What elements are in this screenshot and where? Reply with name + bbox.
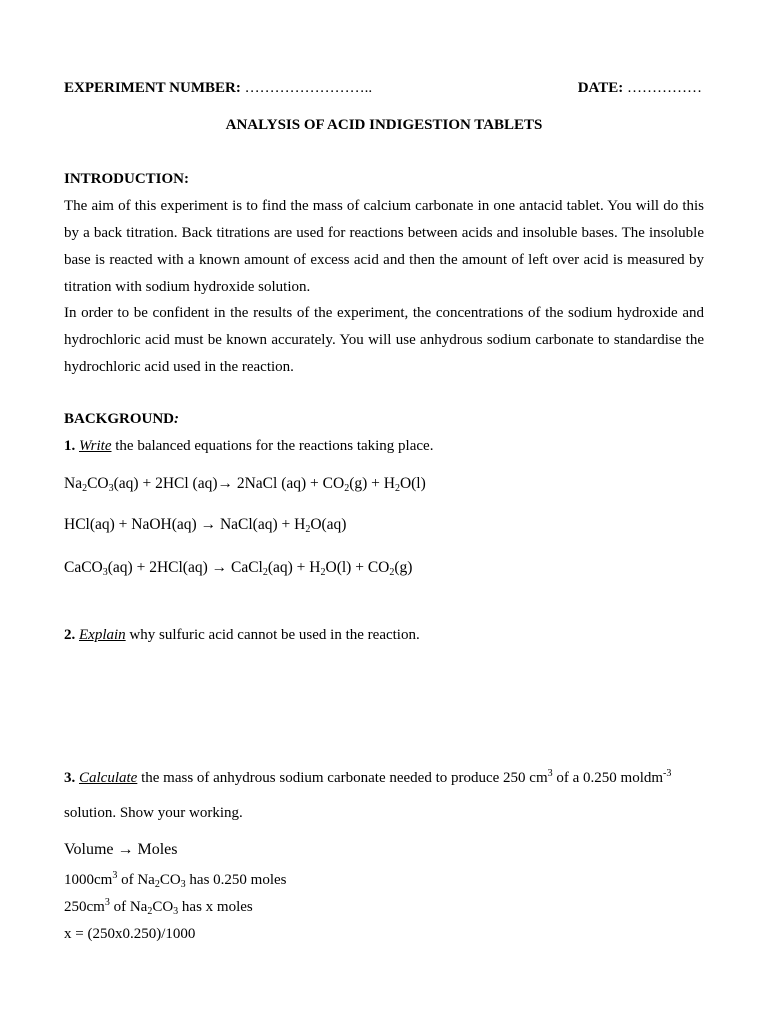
- question-3: [64, 770, 671, 787]
- question-number: 2.: [64, 627, 76, 643]
- eq-part: (aq) + H: [267, 559, 321, 576]
- working-part: 1000cm: [64, 872, 113, 888]
- subscript: 3: [173, 906, 179, 917]
- question-3-line-2: solution. Show your working.: [64, 805, 243, 821]
- worksheet-page: [64, 0, 704, 1024]
- working-part: CO: [159, 872, 181, 888]
- superscript: 3: [104, 897, 110, 908]
- eq-part: HCl(aq) + NaOH(aq) → NaCl(aq) + H: [64, 516, 306, 533]
- paragraph-line: In order to be confident in the results of the experiment, the concentrations of the sodium hydroxide and: [64, 305, 704, 321]
- background-heading-colon: :: [174, 411, 180, 427]
- paragraph-line: by a back titration. Back titrations are used for reactions between acids and insoluble bases. The insoluble: [64, 225, 704, 241]
- subscript: 2: [147, 906, 153, 917]
- working-part: CO: [152, 899, 174, 915]
- working-part: of Na: [109, 899, 148, 915]
- introduction-paragraph-1: [64, 193, 704, 301]
- eq-subscript: 3: [108, 483, 114, 494]
- working-line-1000cm3: [64, 872, 287, 889]
- question-number: 1.: [64, 438, 76, 454]
- eq-subscript: 2: [305, 524, 311, 535]
- paragraph-line: hydrochloric acid used in the reaction.: [64, 359, 294, 375]
- experiment-number-label: EXPERIMENT NUMBER:: [64, 80, 241, 96]
- question-text: the balanced equations for the reactions taking place.: [111, 438, 434, 454]
- paragraph-line: hydrochloric acid must be known accurately. You will use anhydrous sodium carbonate to standardise the: [64, 332, 704, 348]
- question-1: [64, 438, 433, 455]
- page-title: ANALYSIS OF ACID INDIGESTION TABLETS: [225, 117, 543, 133]
- eq-subscript: 2: [389, 567, 395, 578]
- command-word: Write: [79, 438, 112, 454]
- superscript: 3: [547, 768, 553, 779]
- eq-part: CaCO: [64, 559, 103, 576]
- equation-calcium-carbonate: [64, 559, 412, 577]
- question-text: of a 0.250 moldm: [552, 770, 664, 786]
- question-2: [64, 627, 420, 644]
- introduction-paragraph-2: [64, 300, 704, 381]
- eq-part: (g): [394, 559, 413, 576]
- eq-subscript: 3: [102, 567, 108, 578]
- equation-sodium-hydroxide: [64, 516, 346, 534]
- eq-subscript: 2: [82, 483, 88, 494]
- date-field: [578, 80, 702, 97]
- eq-part: (aq) + 2HCl(aq) → CaCl: [107, 559, 263, 576]
- working-part: of Na: [117, 872, 155, 888]
- eq-part: (aq) + 2HCl (aq)→ 2NaCl (aq) + CO: [113, 475, 345, 492]
- eq-subscript: 2: [394, 483, 400, 494]
- working-part: has 0.250 moles: [185, 872, 287, 888]
- working-part: has x moles: [178, 899, 253, 915]
- question-text: why sulfuric acid cannot be used in the reaction.: [125, 627, 420, 643]
- superscript: -3: [663, 768, 672, 779]
- experiment-number-field: [64, 80, 372, 97]
- equation-sodium-carbonate: [64, 475, 426, 493]
- subscript: 2: [154, 879, 160, 890]
- subscript: 3: [180, 879, 186, 890]
- background-heading-text: BACKGROUND: [64, 411, 175, 427]
- eq-part: O(l) + CO: [325, 559, 390, 576]
- eq-subscript: 2: [320, 567, 326, 578]
- working-volume-to-moles: Volume → Moles: [64, 841, 178, 858]
- date-label: DATE:: [577, 80, 624, 96]
- eq-subscript: 2: [262, 567, 268, 578]
- command-word: Calculate: [79, 770, 138, 786]
- question-number: 3.: [64, 770, 76, 786]
- working-line-250cm3: [64, 899, 253, 916]
- command-word: Explain: [79, 627, 126, 643]
- paragraph-line: titration with sodium hydroxide solution.: [64, 279, 311, 295]
- working-line-x: x = (250x0.250)/1000: [64, 926, 196, 942]
- paragraph-line: The aim of this experiment is to find the mass of calcium carbonate in one antacid tablet. You will do this: [64, 198, 704, 214]
- paragraph-line: base is reacted with a known amount of excess acid and then the amount of left over acid is measured by: [64, 252, 704, 268]
- eq-subscript: 2: [344, 483, 350, 494]
- superscript: 3: [112, 870, 118, 881]
- working-part: 250cm: [64, 899, 105, 915]
- question-text: the mass of anhydrous sodium carbonate needed to produce 250 cm: [137, 770, 548, 786]
- background-heading: [64, 411, 179, 428]
- experiment-number-blank: ……………………..: [244, 80, 373, 96]
- eq-part: (g) + H: [349, 475, 395, 492]
- date-blank: ……………: [627, 80, 702, 96]
- eq-part: O(aq): [310, 516, 347, 533]
- introduction-heading: INTRODUCTION:: [64, 171, 190, 187]
- eq-part: O(l): [399, 475, 426, 492]
- eq-part: Na: [64, 475, 83, 492]
- eq-part: CO: [87, 475, 109, 492]
